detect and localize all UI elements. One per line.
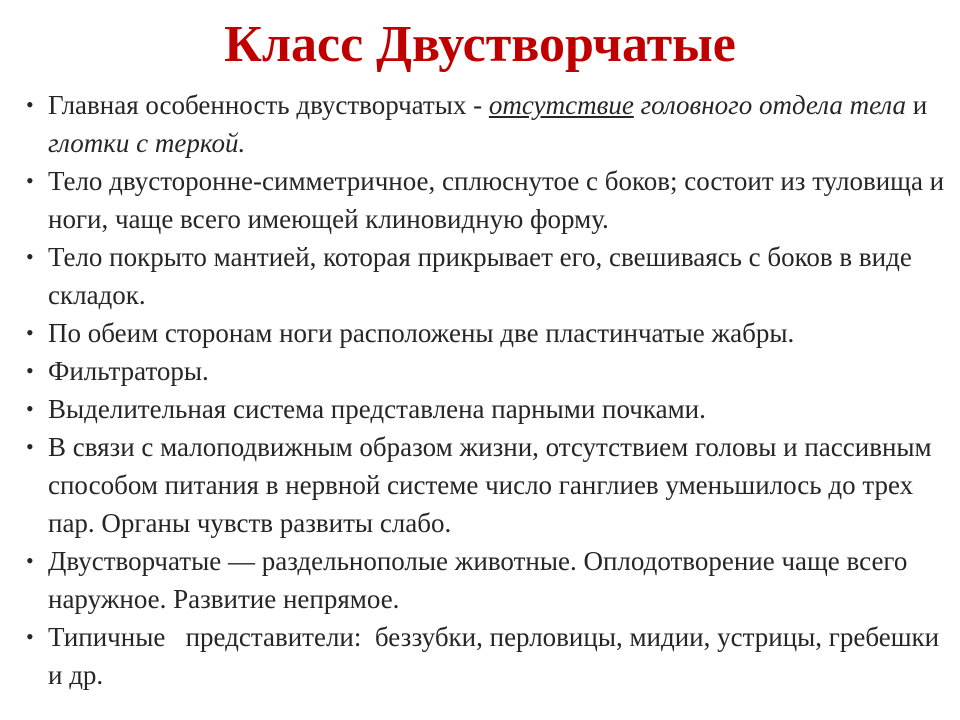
bullet-text-plain: и xyxy=(906,90,928,120)
bullet-dot-icon: • xyxy=(26,168,34,193)
bullet-text: Тело двусторонне-симметричное, сплюснутое с боков; состоит из туловища и ноги, чаще всего имеющей клиновидную форму. xyxy=(48,166,945,234)
bullet-dot-icon: • xyxy=(26,358,34,383)
bullet-text-emphasis-underlined: отсутствие xyxy=(488,90,634,120)
bullet-dot-icon: • xyxy=(26,434,34,459)
bullet-item xyxy=(26,390,946,428)
bullet-text: Тело покрыто мантией, которая прикрывает его, свешиваясь с боков в виде складок. xyxy=(48,242,912,310)
bullet-list xyxy=(26,86,946,694)
bullet-text: В связи с малоподвижным образом жизни, отсутствием головы и пассивным способом питания в нервной системе число ганглиев уменьшилось до трех пар. Органы чувств развиты слабо. xyxy=(48,432,932,538)
bullet-text-plain: Главная особенность двустворчатых - xyxy=(48,90,489,120)
bullet-text: Типичные представители: беззубки, перловицы, мидии, устрицы, гребешки и др. xyxy=(48,622,946,690)
bullet-dot-icon: • xyxy=(26,396,34,421)
bullet-dot-icon: • xyxy=(26,548,34,573)
bullet-item xyxy=(26,618,946,694)
bullet-dot-icon: • xyxy=(26,244,34,269)
bullet-item xyxy=(26,162,946,238)
bullet-item xyxy=(26,314,946,352)
bullet-text-emphasis: головного отдела тела xyxy=(633,90,907,120)
bullet-text: Выделительная система представлена парными почками. xyxy=(48,394,706,424)
bullet-dot-icon: • xyxy=(26,92,34,117)
bullet-text: По обеим сторонам ноги расположены две пластинчатые жабры. xyxy=(48,318,795,348)
bullet-text-emphasis: глотки с теркой. xyxy=(48,128,246,158)
bullet-text: Фильтраторы. xyxy=(48,356,209,386)
bullet-item xyxy=(26,428,946,542)
slide-title: Класс Двустворчатые xyxy=(224,16,736,73)
bullet-item xyxy=(26,86,946,162)
bullet-item xyxy=(26,352,946,390)
bullet-item xyxy=(26,542,946,618)
bullet-dot-icon: • xyxy=(26,320,34,345)
bullet-item xyxy=(26,238,946,314)
bullet-text: Двустворчатые — раздельнополые животные. Оплодотворение чаще всего наружное. Развитие непрямое. xyxy=(48,546,908,614)
bullet-dot-icon: • xyxy=(26,624,34,649)
